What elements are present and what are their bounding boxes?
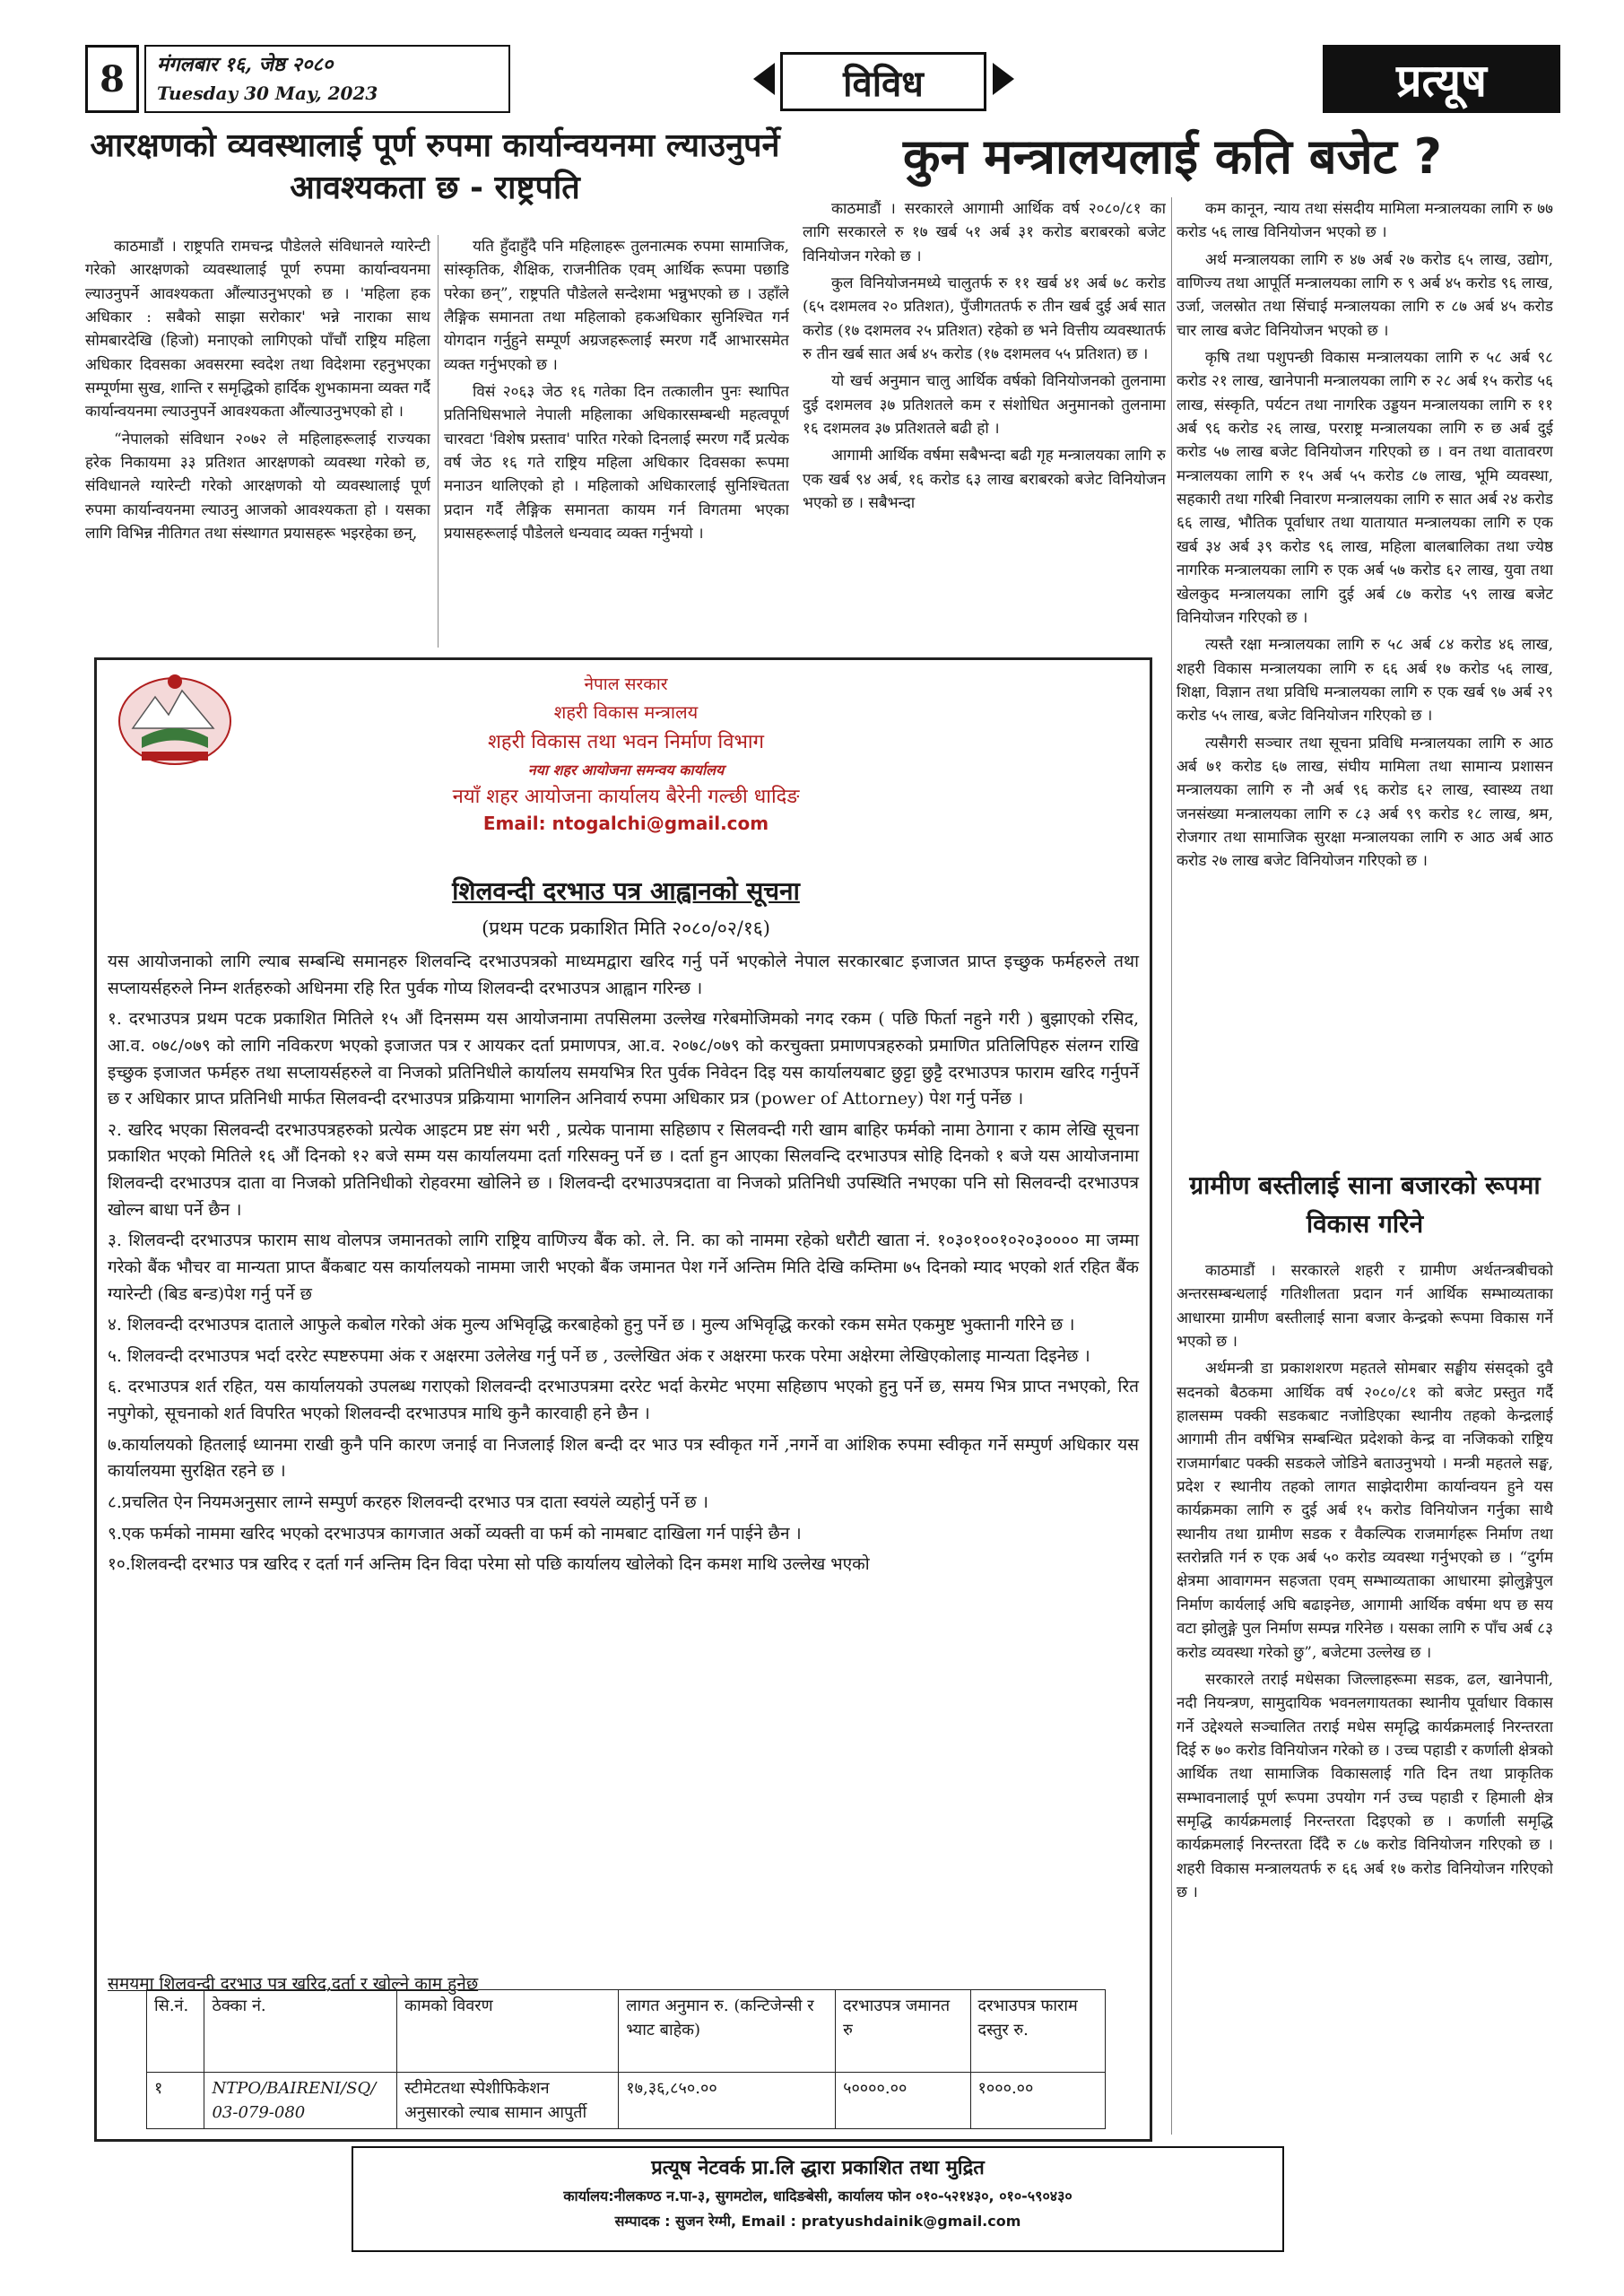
table-header-row: [147, 1990, 1106, 2073]
notice-clause: ८.प्रचलित ऐन नियमअनुसार लाग्ने सम्पुर्ण करहरु शिलवन्दी दरभाउ पत्र दाता स्वयंले व्यहोर्नु पर्ने छ ।: [108, 1492, 708, 1512]
article2-column-2: [1177, 197, 1553, 1112]
column-divider: [1171, 197, 1172, 2135]
org-line: नेपाल सरकार: [584, 674, 668, 694]
nepal-government-emblem-icon: [115, 665, 236, 769]
issuing-office: [366, 671, 886, 834]
date-english: Tuesday 30 May, 2023: [157, 83, 378, 104]
paragraph: कम कानून, न्याय तथा संसदीय मामिला मन्त्रालयका लागि रु ७७ करोड ५६ लाख विनियोजन भएको छ ।: [1177, 200, 1553, 242]
paragraph: “नेपालको संविधान २०७२ ले महिलाहरूलाई राज्यका हरेक निकायमा ३३ प्रतिशत आरक्षणको व्यवस्था गरेको छ, संविधानले ग्यारेन्टी गरेको आरक्षणको यो व्यवस्थालाई पूर्ण रुपमा कार्यान्वयनमा ल्याउनु आजको आवश्यकता हो । यसका लागि विभिन्न नीतिगत तथा संस्थागत प्रयासहरू भइरहेका छन्,: [85, 430, 430, 544]
org-line: शहरी विकास मन्त्रालय: [553, 701, 699, 724]
table-row: [147, 2073, 1106, 2129]
org-line: नया शहर आयोजना समन्वय कार्यालय: [527, 761, 725, 778]
arrow-left-icon: [753, 63, 775, 95]
paragraph: आगामी आर्थिक वर्षमा सबैभन्दा बढी गृह मन्त्रालयका लागि रु एक खर्ब ९४ अर्ब, १६ करोड ६३ लाख बराबरको बजेट विनियोजन भएको छ । सबैभन्दा: [803, 447, 1166, 513]
article1-column-2: [444, 235, 789, 648]
imprint-footer: [352, 2146, 1284, 2252]
editor-line: सम्पादक : सुजन रेग्मी, Email : pratyushdainik@gmail.com: [614, 2213, 1021, 2230]
paragraph: काठमाडौं । सरकारले आगामी आर्थिक वर्ष २०८०/८१ का लागि सरकारले रु १७ खर्ब ५१ अर्ब ३१ करोड बराबरको बजेट विनियोजन गरेको छ ।: [803, 200, 1166, 265]
table-header: दरभाउपत्र फाराम दस्तुर रु.: [970, 1990, 1105, 2073]
notice-clause: ९.एक फर्मको नाममा खरिद भएको दरभाउपत्र कागजात अर्को व्यक्ती वा फर्म को नामबाट दाखिला गर्न पाईने छैन ।: [108, 1523, 802, 1544]
newspaper-logo: प्रत्यूष: [1323, 45, 1560, 113]
notice-clause: ५. शिलवन्दी दरभाउपत्र भर्दा दररेट स्पष्टरुपमा अंक र अक्षरमा उलेलेख गर्नु पर्ने छ , उल्लेखित अंक र अक्षरमा फरक परेमा अक्षेरमा लेखिएकोलाइ मान्यता दिइनेछ ।: [108, 1345, 1090, 1366]
page-number: 8: [85, 45, 139, 113]
table-header: लागत अनुमान रु. (कन्टिजेन्सी र भ्याट बाहेक): [619, 1990, 836, 2073]
paragraph: कृषि तथा पशुपन्छी विकास मन्त्रालयका लागि रु ५८ अर्ब ९८ करोड २१ लाख, खानेपानी मन्त्रालयका लागि रु २८ अर्ब १५ करोड ५६ लाख, संस्कृति, पर्यटन तथा नागरिक उड्डयन मन्त्रालयका लागि रु ११ अर्ब ९६ करोड २६ लाख, परराष्ट्र मन्त्रालयका लागि रु छ अर्ब दुई करोड ५७ लाख बजेट विनियोजन गरिएको छ । वन तथा वातावरण मन्त्रालयका लागि रु १५ अर्ब ५५ करोड ८७ लाख, भूमि व्यवस्था, सहकारी तथा गरिबी निवारण मन्त्रालयका लागि रु सात अर्ब २४ करोड ६६ लाख, भौतिक पूर्वाधार तथा यातायात मन्त्रालयका लागि रु एक खर्ब ३४ अर्ब ३९ करोड ९६ लाख, महिला बालबालिका तथा ज्येष्ठ नागरिक मन्त्रालयका लागि रु एक अर्ब ५७ करोड ६२ लाख, युवा तथा खेलकुद मन्त्रालयका लागि दुई अर्ब ८७ करोड ५९ लाख बजेट विनियोजन गरिएको छ ।: [1177, 349, 1553, 627]
notice-subtitle: (प्रथम पटक प्रकाशित मिति २०८०/०२/१६): [482, 918, 770, 939]
paragraph: यति हुँदाहुँदै पनि महिलाहरू तुलनात्मक रुपमा सामाजिक, सांस्कृतिक, शैक्षिक, राजनीतिक एवम् आर्थिक रूपमा पछाडि परेका छन्”, राष्ट्रपति पौडेलले सन्देशमा भन्नुभएको छ । उहाँले लैङ्गिक समानता तथा महिलाको हकअधिकार सुनिश्चित गर्न योगदान गर्नुहुने सम्पूर्ण अग्रजहरूलाई स्मरण गर्दै आभारसमेत व्यक्त गर्नुभएको छ ।: [444, 238, 789, 374]
table-caption: समयमा शिलवन्दी दरभाउ पत्र खरिद,दर्ता र खोल्ने काम हुनेछ: [108, 1974, 479, 1994]
paragraph: कुल विनियोजनमध्ये चालुतर्फ रु ११ खर्ब ४१ अर्ब ७८ करोड (६५ दशमलव २० प्रतिशत), पुँजीगततर्फ रु तीन खर्ब दुई अर्ब सात करोड (१७ दशमलव २५ प्रतिशत) रहेको छ भने वित्तीय व्यवस्थातर्फ रु तीन खर्ब सात अर्ब ४५ करोड (१७ दशमलव ५५ प्रतिशत) छ ।: [803, 274, 1166, 364]
paragraph: त्यसैगरी सञ्चार तथा सूचना प्रविधि मन्त्रालयका लागि रु आठ अर्ब ७१ करोड ६७ लाख, संघीय मामिला तथा सामान्य प्रशासन मन्त्रालयका लागि रु नौ अर्ब ९६ करोड ६२ लाख, स्वास्थ्य तथा जनसंख्या मन्त्रालयका लागि रु ८३ अर्ब ९९ करोड १८ लाख, श्रम, रोजगार तथा सामाजिक सुरक्षा मन्त्रालयका लागि रु आठ अर्ब आठ करोड २७ लाख बजेट विनियोजन गरिएको छ ।: [1177, 734, 1553, 871]
table-header: कामको विवरण: [397, 1990, 619, 2073]
table-cell: NTPO/BAIRENI/SQ/ 03-079-080: [204, 2073, 397, 2129]
article1-column-1: [85, 235, 430, 648]
paragraph: अर्थ मन्त्रालयका लागि रु ४७ अर्ब २७ करोड ६५ लाख, उद्योग, वाणिज्य तथा आपूर्ति मन्त्रालयका लागि रु ९ अर्ब ४५ करोड ९६ लाख, उर्जा, जलस्रोत तथा सिंचाई मन्त्रालयका लागि रु ८७ अर्ब ४५ करोड चार लाख बजेट विनियोजन भएको छ ।: [1177, 250, 1553, 340]
notice-clause: ३. शिलवन्दी दरभाउपत्र फाराम साथ वोलपत्र जमानतको लागि राष्ट्रिय वाणिज्य बैंक को. ले. नि. का को नाममा रहेको धरौटी खाता नं. १०३०१००१०२०३०००० मा जम्मा गरेको बैंक भौचर वा मान्यता प्राप्त बैंकबाट यस कार्यालयको नाममा जारी भएको बैंक जमानत पेश गर्ने अन्तिम मिति देखि कम्तिमा ७५ दिनको म्याद भएको शर्त रहित बैंक ग्यारेन्टी (बिड बन्ड)पेश गर्नु पर्ने छ: [108, 1231, 1139, 1304]
paragraph: काठमाडौं । सरकारले शहरी र ग्रामीण अर्थतन्त्रबीचको अन्तरसम्बन्धलाई गतिशीलता प्रदान गर्न आर्थिक सम्भाव्यताका आधारमा ग्रामीण बस्तीलाई साना बजार केन्द्रको रूपमा विकास गर्ने भएको छ ।: [1177, 1262, 1553, 1352]
article2-column-1: [803, 197, 1166, 646]
tender-table: [146, 1989, 1106, 2129]
date-nepali: मंगलबार १६, जेष्ठ २०८०: [157, 53, 334, 76]
address-line: कार्यालय:नीलकण्ठ न.पा-३, सुगमटोल, धादिङबेसी, कार्यालय फोन ०१०-५२१४३०, ०१०-५९०४३०: [563, 2187, 1073, 2205]
article2-headline: कुन मन्त्रालयलाई कति बजेट ?: [902, 128, 1442, 185]
arrow-right-icon: [993, 63, 1014, 95]
column-divider: [438, 235, 439, 648]
notice-clause: ७.कार्यालयको हितलाई ध्यानमा राखी कुनै पनि कारण जनाई वा निजलाई शिल बन्दी दर भाउ पत्र स्वीकृत गर्ने ,नगर्ने वा आंशिक रुपमा स्वीकृत गर्ने सम्पुर्ण अधिकार यस कार्यालयमा सुरक्षित रहने छ ।: [108, 1434, 1139, 1482]
notice-clause: ६. दरभाउपत्र शर्त रहित, यस कार्यालयको उपलब्ध गराएको शिलवन्दी दरभाउपत्रमा दररेट भर्दा केरमेट भएमा सहिछाप भएको हुनु पर्ने छ, समय भित्र प्राप्त नभएको, रित नपुगेको, सूचनाको शर्त विपरित भएको शिलवन्दी दरभाउपत्र माथि कुनै कारवाही हने छैन ।: [108, 1377, 1139, 1423]
table-cell: ५००००.००: [836, 2073, 970, 2129]
org-line: शहरी विकास तथा भवन निर्माण विभाग: [487, 731, 765, 754]
article1-headline: आरक्षणको व्यवस्थालाई पूर्ण रुपमा कार्यान्वयनमा ल्याउनुपर्ने आवश्यकता छ - राष्ट्रपति: [90, 127, 780, 206]
paragraph: सरकारले तराई मधेसका जिल्लाहरूमा सडक, ढल, खानेपानी, नदी नियन्त्रण, सामुदायिक भवनलगायतका स्थानीय पूर्वाधार विकास गर्ने उद्देश्यले सञ्चालित तराई मधेस समृद्धि कार्यक्रमलाई निरन्तरता दिई रु ७० करोड विनियोजन गरेको छ । उच्च पहाडी र कर्णाली क्षेत्रको आर्थिक तथा सामाजिक विकासलाई गति दिन तथा प्राकृतिक सम्भावनालाई पूर्ण रूपमा उपयोग गर्न उच्च पहाडी र हिमाली क्षेत्र समृद्धि कार्यक्रमलाई निरन्तरता दिइएको छ । कर्णाली समृद्धि कार्यक्रमलाई निरन्तरता दिँदै रु ८७ करोड विनियोजन गरिएको छ । शहरी विकास मन्त्रालयतर्फ रु ६६ अर्ब १७ करोड विनियोजन गरिएको छ ।: [1177, 1670, 1553, 1901]
table-header: सि.नं.: [147, 1990, 204, 2073]
notice-clause: २. खरिद भएका सिलवन्दी दरभाउपत्रहरुको प्रत्येक आइटम प्रष्ट संग भरी , प्रत्येक पानामा सहिछाप र सिलवन्दी गरी खाम बाहिर फर्मको नामा ठेगाना र काम लेखि सूचना प्रकाशित भएको मितिले १६ औं दिनको १२ बजे सम्म यस कार्यालयमा दर्ता गरिसक्नु पर्ने छ । दर्ता हुन आएका सिलवन्दि दरभाउपत्र सोहि दिनको १ बजे यस आयोजनामा शिलवन्दी दरभाउपत्र दाता वा निजको प्रतिनिधीको रोहवरमा खोलिने छ । शिलवन्दी दरभाउपत्रदाता वा निजको प्रतिनिधी उपस्थिति नभएका पनि सो सिलवन्दी दरभाउपत्र खोल्न बाधा पर्ने छैन ।: [108, 1119, 1139, 1220]
paragraph: अर्थमन्त्री डा प्रकाशशरण महतले सोमबार सङ्घीय संसद्को दुवै सदनको बैठकमा आर्थिक वर्ष २०८०/८१ को बजेट प्रस्तुत गर्दै हालसम्म पक्की सडकबाट नजोडिएका स्थानीय तहको केन्द्रलाई आगामी तीन वर्षभित्र सम्बन्धित प्रदेशको केन्द्र वा नजिकको राष्ट्रिय राजमार्गबाट पक्की सडकले जोडिने बताउनुभयो । मन्त्री महतले सङ्घ, प्रदेश र स्थानीय तहको लागत साझेदारीमा कार्यान्वयन हुने यस कार्यक्रमका लागि रु दुई अर्ब १५ करोड विनियोजन गर्नुका साथै स्थानीय तथा ग्रामीण सडक र वैकल्पिक राजमार्गहरू निर्माण तथा स्तरोन्नति गर्न रु एक अर्ब ५० करोड व्यवस्था गर्नुभएको छ । “दुर्गम क्षेत्रमा आवागमन सहजता एवम् सम्भाव्यताका आधारमा झोलुङ्गेपुल निर्माण कार्यलाई अघि बढाइनेछ, आगामी आर्थिक वर्षमा थप छ सय वटा झोलुङ्गे पुल निर्माण सम्पन्न गरिनेछ । यसका लागि रु पाँच अर्ब ८३ करोड व्यवस्था गरेको छु”, बजेटमा उल्लेख छ ।: [1177, 1360, 1553, 1662]
org-line: नयाँ शहर आयोजना कार्यालय बैरेनी गल्छी धादिङ: [452, 786, 800, 809]
notice-intro: यस आयोजनाको लागि ल्याब सम्बन्धि समानहरु शिलवन्दि दरभाउपत्रको माध्यमद्वारा खरिद गर्नु पर्ने भएकोले नेपाल सरकारबाट इजाजत प्राप्त इच्छुक फर्महरुले तथा सप्लायर्सहरुले निम्न शर्तहरुको अधिनमा रहि रित पुर्वक गोप्य शिलवन्दी दरभाउपत्र आह्वान गरिन्छ ।: [108, 952, 1139, 998]
office-email: Email: ntogalchi@gmail.com: [482, 813, 769, 835]
article3-headline: ग्रामीण बस्तीलाई साना बजारको रूपमा विकास गरिने: [1189, 1170, 1541, 1239]
notice-body: [108, 949, 1139, 1583]
date-box: [144, 45, 510, 113]
table-cell: १७,३६,८५०.००: [619, 2073, 836, 2129]
notice-title: शिलवन्दी दरभाउ पत्र आह्वानको सूचना: [452, 876, 800, 906]
masthead: [85, 45, 1556, 115]
notice-clause: १. दरभाउपत्र प्रथम पटक प्रकाशित मितिले १५ औं दिनसम्म यस आयोजनामा तपसिलमा उल्लेख गरेबमोजिमको नगद रकम ( पछि फिर्ता नहुने गरी ) बुझाएको रसिद, आ.व. ०७८/०७९ को लागि नविकरण भएको इजाजत पत्र र आयकर दर्ता प्रमाणपत्र, आ.व. २०७८/०७९ को करचुक्ता प्रमाणपत्रहरुको प्रमाणित प्रतिलिपिहरु संलग्न राखि इच्छुक इजाजत फर्महरु तथा सप्लायर्सहरुले वा निजको प्रतिनिधीले कार्यालय समयभित्र रित पुर्वक निवेदन दिइ यस कार्यालयबाट छुट्टा छुट्टै दरभाउपत्र फाराम खरिद गर्नुपर्ने छ र अधिकार प्राप्त प्रतिनिधी मार्फत सिलवन्दी दरभाउपत्र प्रक्रियामा भागलिन अनिवार्य रुपमा अधिकार प्रत्र (power of Attorney) पेश गर्नु पर्नेछ ।: [108, 1009, 1139, 1109]
notice-clause: ४. शिलवन्दी दरभाउपत्र दाताले आफुले कबोल गरेको अंक मुल्य अभिवृद्धि करबाहेको हुनु पर्ने छ । मुल्य अभिवृद्धि करको रकम समेत एकमुष्ट भुक्तानी गरिने छ ।: [108, 1315, 1075, 1335]
section-title: विविध: [780, 52, 986, 111]
notice-clause: १०.शिलवन्दी दरभाउ पत्र खरिद र दर्ता गर्न अन्तिम दिन विदा परेमा सो पछि कार्यालय खोलेको दिन कमश माथि उल्लेख भएको: [108, 1554, 870, 1575]
table-cell: स्टीमेटतथा स्पेशीफिकेशन अनुसारको ल्याब सामान आपुर्ती: [397, 2073, 619, 2129]
paragraph: विसं २०६३ जेठ १६ गतेका दिन तत्कालीन पुनः स्थापित प्रतिनिधिसभाले नेपाली महिलाका अधिकारसम्बन्धी महत्वपूर्ण चारवटा 'विशेष प्रस्ताव' पारित गरेको दिनलाई स्मरण गर्दै प्रत्येक वर्ष जेठ १६ गते राष्ट्रिय महिला अधिकार दिवसका रूपमा मनाउन थालिएको हो । महिलाको अधिकारलाई सुनिश्चितता प्रदान गर्दै लैङ्गिक समानता कायम गर्न विगतमा भएका प्रयासहरूलाई पौडेलले धन्यवाद व्यक्त गर्नुभयो ।: [444, 383, 789, 544]
table-header: ठेक्का नं.: [204, 1990, 397, 2073]
table-cell: १०००.००: [970, 2073, 1105, 2129]
paragraph: काठमाडौं । राष्ट्रपति रामचन्द्र पौडेलले संविधानले ग्यारेन्टी गरेको आरक्षणको व्यवस्थालाई पूर्ण रुपमा कार्यान्वयनमा ल्याउनुपर्ने आवश्यकता औंल्याउनुभएको छ । 'महिला हक अधिकार : सबैको साझा सरोकार' भन्ने नाराका साथ सोमबारदेखि (हिजो) मनाएको लागिएको पाँचौं राष्ट्रिय महिला अधिकार दिवसका अवसरमा स्वदेश तथा विदेशमा रहनुभएका सम्पूर्णमा सुख, शान्ति र समृद्धिको हार्दिक शुभकामना व्यक्त गर्दै कार्यान्वयनमा ल्याउनुपर्ने आवश्यकता औंल्याउनुभएको हो ।: [85, 238, 430, 422]
table-cell: १: [147, 2073, 204, 2129]
paragraph: त्यस्तै रक्षा मन्त्रालयका लागि रु ५८ अर्ब ८४ करोड ४६ लाख, शहरी विकास मन्त्रालयका लागि रु ६६ अर्ब १७ करोड ५६ लाख, शिक्षा, विज्ञान तथा प्रविधि मन्त्रालयका लागि रु एक खर्ब ९७ अर्ब २९ करोड ५५ लाख, बजेट विनियोजन गरिएको छ ।: [1177, 636, 1553, 726]
table-header: दरभाउपत्र जमानत रु: [836, 1990, 970, 2073]
article3-body: [1177, 1259, 1553, 2156]
publisher-line: प्रत्यूष नेटवर्क प्रा.लि द्धारा प्रकाशित तथा मुद्रित: [651, 2157, 985, 2179]
tender-notice: [94, 657, 1152, 2142]
paragraph: यो खर्च अनुमान चालु आर्थिक वर्षको विनियोजनको तुलनामा दुई दशमलव ३७ प्रतिशतले कम र संशोधित अनुमानको तुलनामा १६ दशमलव ३७ प्रतिशतले बढी हो ।: [803, 372, 1166, 439]
